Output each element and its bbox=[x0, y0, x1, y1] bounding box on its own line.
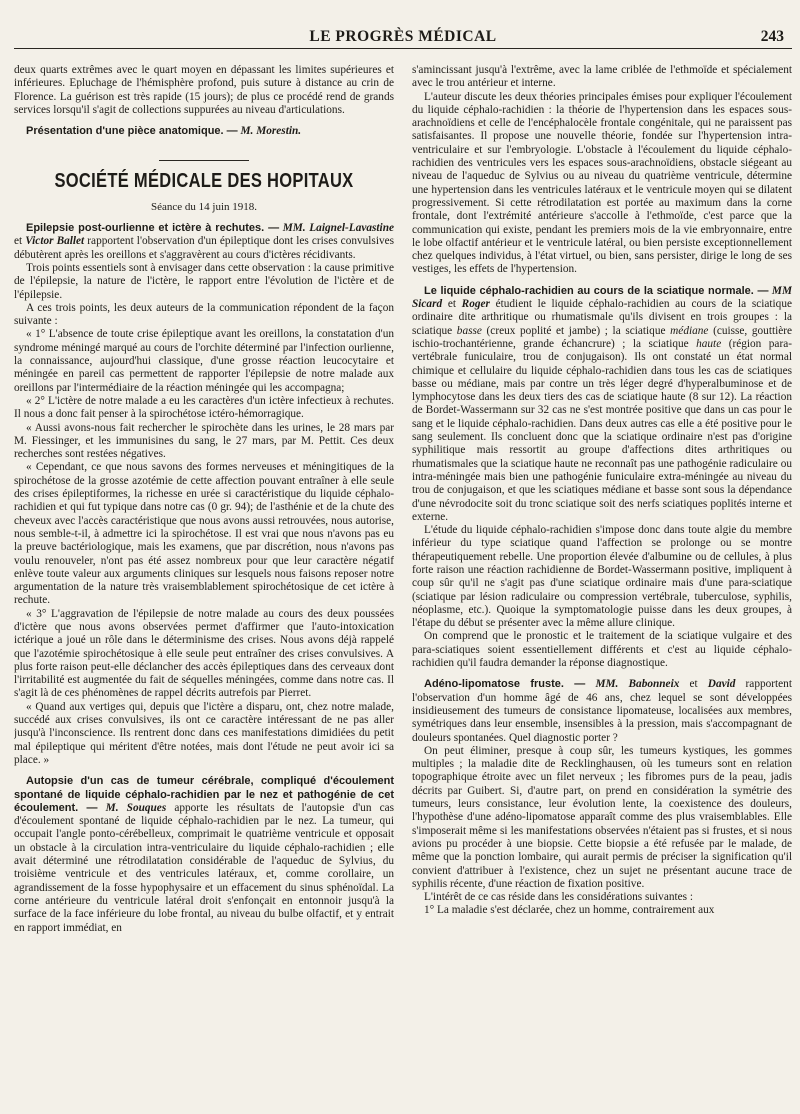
section-title: Adéno-lipomatose fruste. — bbox=[424, 678, 586, 691]
quote-paragraph: « 2° L'ictère de notre malade a eu les caractères d'un ictère infectieux à rechutes. Il nous a donc fait penser à la spirochétose ictéro-hémorragique. bbox=[14, 394, 394, 421]
paragraph: L'intérêt de ce cas réside dans les considérations suivantes : bbox=[424, 891, 693, 904]
paragraph: L'étude du liquide céphalo-rachidien s'impose donc dans toute algie du membre inférieur du type sciatique quand l'affection se prolonge ou se montre thérapeutiquement rebelle. Une proportion élevée d'albumine ou de cellules, à plus forte raison une réaction rachidienne de Bordet-Wassermann positive, impliquent à coup sûr qu'il ne s'agit pas d'une sciatique ordinaire mais d'une para-sciatique (sciatique par lésion radiculaire ou compression vertébrale, tuberculose, syphilis, néoplasme, etc.). Quoique la symptomatologie puisse dans les deux groupes, à l'étape du début se présenter avec la même allure clinique. bbox=[412, 524, 792, 630]
right-column bbox=[412, 64, 792, 1106]
author-name: Victor Ballet bbox=[25, 235, 85, 248]
paragraph: A ces trois points, les deux auteurs de la communication répondent de la façon suivante : bbox=[14, 301, 394, 328]
italic-term: basse bbox=[456, 324, 482, 337]
paragraph-text: étudient le liquide céphalo-rachidien au cours de la sciatique ordinaire dite arthritique ou rhumatismale qu'ils divisent en trois groupes : la sciatique bbox=[412, 298, 792, 337]
section-title: Le liquide céphalo-rachidien au cours de la sciatique normale. — bbox=[424, 284, 769, 297]
adenolipomatosis-abstract bbox=[412, 678, 792, 744]
article-columns bbox=[14, 64, 792, 1106]
page-number: 243 bbox=[760, 28, 784, 45]
conjunction: et bbox=[689, 678, 698, 691]
author-name: Roger bbox=[461, 298, 490, 311]
author-name: M. Morestin. bbox=[240, 125, 302, 138]
running-header bbox=[14, 0, 792, 49]
italic-term: médiane bbox=[670, 324, 709, 337]
paragraph-text: rapportent l'observation d'un homme âgé de 46 ans, chez lequel se sont développées insidieusement des tumeurs de consistance lipomateuse, localisées aux membres, symétriques dans leur ensemble, insensibles à la pression, mais s'accompagnant de douleurs spontanées. Quel diagnostic porter ? bbox=[412, 678, 792, 744]
section-divider bbox=[159, 160, 249, 161]
author-name: David bbox=[707, 678, 736, 691]
section-title: Présentation d'une pièce anatomique. — bbox=[26, 125, 238, 138]
paragraph: Trois points essentiels sont à envisager dans cette observation : la cause primitive de l'épilepsie, la nature de l'ictère, le rapport entre l'évolution de l'ictère et de l'épilepsie. bbox=[14, 261, 394, 301]
paragraph: 1° La maladie s'est déclarée, chez un homme, contrairement aux bbox=[424, 904, 715, 917]
paragraph-text: rapportent l'observation d'un épileptique dont les crises convulsives débutèrent après les oreillons et s'aggravèrent au cours d'ictères récidivants. bbox=[14, 235, 394, 261]
session-date: Séance du 14 juin 1918. bbox=[150, 200, 257, 213]
conjunction: et bbox=[14, 235, 23, 248]
paragraph-text: (région para-vertébrale funiculaire, trou de conjugaison). Ils ont constaté un état normal chimique et cellulaire du liquide céphalo-rachidien dans tous les cas de sciatiques basse ou médiane, mais par contre un très léger degré d'hyperalbuminose et de lymphocytose dans les deux tiers des cas de sciatique haute (8 sur 12). La réaction de Bordet-Wassermann sur 32 cas ne s'est montrée positive que dans un cas pour le sang et le liquide céphalo-rachidien. Dans deux autres cas elle a été positive pour le sang seulement. Ils concluent donc que la sciatique ordinaire n'est pas d'origine syphilitique mais ressortit au groupe d'affections dites arthritiques ou rhumatismales que la sciatique haute ne reconnaît pas une pathogénie radiculaire ou intra-méningée mais bien une pathogénie funiculaire extra-méningée au niveau du trou de conjugaison, et que les sciatiques médiane et basse sont sous la dépendance d'une névrodocite soit du tronc sciatique soit des nerfs sciatiques poplités interne et externe. bbox=[412, 337, 792, 523]
autopsy-abstract bbox=[14, 775, 394, 935]
presentation-heading bbox=[14, 125, 394, 138]
author-name: MM Sicard bbox=[412, 284, 792, 311]
paragraph-text: apporte les résultats de l'autopsie d'un cas d'écoulement spontané de liquide céphalo-rachidien par le nez. La tumeur, qui occupait l'angle ponto-cérébelleux, comprimait le quatrième ventricule et opposait un obstacle à la circulation intra-ventriculaire du liquide céphalo-rachidien ; elle avait déterminé une rétrodilatation considérable de l'aqueduc de Sylvius, du troisième ventricule et des ventricules latéraux, et, comme corollaire, un agrandissement de la fosse hypophysaire et un effacement du sinus sphénoïdal. La corne antérieure du ventricule latéral droit s'enfonçait en entonnoir jusqu'à la surface de la face inférieure du lobe frontal, au niveau du bulbe olfactif, et y entrait en rapport immédiat, en bbox=[14, 801, 394, 934]
quote-paragraph: « Quand aux vertiges qui, depuis que l'ictère a disparu, ont, chez notre malade, succédé aux crises convulsives, ils ont ce caractère intéressant de ne pas aller jusqu'à l'inconscience. Ils rentrent donc dans ces manifestations dimidiées du petit mal épileptique qui méritent d'être notées, mais dont l'étude ne peut avoir ici sa place. » bbox=[14, 700, 394, 766]
paragraph: deux quarts extrêmes avec le quart moyen en dépassant les limites supérieures et inférieures. Epluchage de l'hémisphère profond, puis suture à distance au crin de Florence. La guérison est très rapide (15 jours); de plus ce procédé rend de grands services lorsqu'il s'agit de collections suppurées au niveau d'articulations. bbox=[14, 64, 394, 116]
left-column bbox=[14, 64, 394, 1106]
section-title: Autopsie d'un cas de tumeur cérébrale, compliqué d'écoulement spontané de liquide céphalo-rachidien par le nez et pathogénie de cet écoulement. — bbox=[14, 775, 394, 814]
quote-paragraph: « Cependant, ce que nous savons des formes nerveuses et méningitiques de la spirochétose de la grosse azotémie de cette affection pouvant entraîner à elle seule des crises épileptiformes, la richesse en urée si caractéristique du liquide céphalo-rachidien et qui fut typique dans notre cas (0 gr. 94); de l'asthénie et de la chute des cheveux avec l'accès caractéristique que nous avons aussi retrouvées, nous autorise, nous semble-t-il, à admettre ici la spirochétose. Il est vrai que nous n'avons pas eu la preuve bactériologique, mais les examens, que par discrétion, nous n'avons pas voulu renouveler, n'ont pas été assez nombreux pour que leur caractère négatif enlève toute valeur aux arguments cliniques sur lesquels nous faisons reposer notre argumentation de la nature très vraisemblablement spirochétosique de cet ictère à rechute. bbox=[14, 461, 394, 607]
paragraph: On comprend que le pronostic et le traitement de la sciatique vulgaire et des para-sciatiques soient essentiellement différents et c'est au liquide céphalo-rachidien qu'il faudra demander la réponse diagnostique. bbox=[412, 630, 792, 670]
paragraph-text: (creux poplité et jambe) ; la sciatique bbox=[486, 324, 666, 337]
paragraph: s'amincissant jusqu'à l'extrême, avec la lame criblée de l'ethmoïde et spécialement avec le trou antérieur et interne. bbox=[412, 64, 792, 90]
section-title: Epilepsie post-ourlienne et ictère à rechutes. — bbox=[26, 222, 280, 235]
conjunction: et bbox=[447, 298, 456, 311]
italic-term: haute bbox=[696, 337, 722, 350]
author-name: MM. Laignel-Lavastine bbox=[282, 222, 394, 235]
paragraph: On peut éliminer, presque à coup sûr, les tumeurs kystiques, les gommes multiples ; la maladie dite de Recklinghausen, où les tumeurs sont en relation topographique étroite avec un filet nerveux ; les fibromes purs de la peau, jadis décrits par Guibert. Si, d'autre part, on prend en considération la symétrie des tumeurs, leurs consistance, leur évolution lente, la coexistence des douleurs, l'hypothèse d'une adéno-lipomatose apparaît comme des plus vraisemblables. Elle s'imposerait même si les manifestations observées n'étaient pas si frustes, et si nous avions pu procéder à une biopsie. Cette biopsie a été refusée par le malade, de même que la ponction lombaire, qui aurait permis de préciser la signification qu'il convient d'attribuer à l'existence, chez un sujet ne présentant aucune trace de syphilis récente, d'une réaction de fixation positive. bbox=[412, 744, 792, 890]
author-name: MM. Babonneix bbox=[595, 678, 680, 691]
journal-title: LE PROGRÈS MÉDICAL bbox=[309, 28, 497, 45]
author-name: M. Souques bbox=[105, 801, 167, 814]
paragraph: L'auteur discute les deux théories principales émises pour expliquer l'écoulement du liquide céphalo-rachidien : la théorie de l'hypertension dans les espaces sous-arachnoïdiens et celle de l'encéphalocèle frontale congénitale, qui ne paraissent pas satisfaisantes. Il propose une nouvelle théorie, fondée sur l'hypertension intra-ventriculaire et sur l'embryologie. L'obstacle à l'écoulement du liquide céphalo-rachidien des ventricules vers les espaces sous-arachnoïdiens, obstacle siégeant au niveau de l'aqueduc de Sylvius ou au niveau du quatrième ventricule, détermine une hypertension dans les ventricules latéraux et le ventricule moyen qui se dilatent progressivement. Si cette rétrodilatation est portée au maximum dans la corne frontale, dont l'extrémité antérieure s'accolle à l'ethmoïde, c'est parce que la communication qui existe, pendant les premiers mois de la vie embryonnaire, entre le lobe olfactif antérieur et le ventricule latéral, ou bien persiste exceptionnellement chez quelques individus, à l'état virtuel, ou bien, sans persister, dirige le long de ses vestiges, les effets de l'hypertension. bbox=[412, 90, 792, 276]
epilepsy-abstract bbox=[14, 222, 394, 262]
quote-paragraph: « 1° L'absence de toute crise épileptique avant les oreillons, la constatation d'un syndrome méningé marqué au cours de l'orchite déterminé par l'infection ourlienne, la connaissance, aujourd'hui classique, d'une grosse réaction leucocytaire et méningée en pareil cas permettent de rapporter l'épilepsie de notre malade aux oreillons par l'intermédiaire de la réaction méningée qui les accompagna; bbox=[14, 328, 394, 394]
quote-paragraph: « Aussi avons-nous fait rechercher le spirochète dans les urines, le 28 mars par M. Fiessinger, et les immunisines du sang, le 27 mars, par M. Pettit. Ces deux recherches sont restées négatives. bbox=[14, 421, 394, 461]
paragraph-text: (cuisse, gouttière ischio-trochantérienne, grande échancrure) ; la sciatique bbox=[412, 324, 792, 350]
quote-paragraph: « 3° L'aggravation de l'épilepsie de notre malade au cours des deux poussées d'ictère que nous avons observées permet d'affirmer que l'auto-intoxication ictérique a joué un rôle dans le déterminisme des crises. Nous avons déjà rappelé que l'azotémie spirochétosique à elle seule peut entraîner des crises convulsives. A plus forte raison peut-elle déclancher des accès épileptiques dans des cerveaux dont l'irritabilité est augmentée du fait de séquelles méningées, comme dans notre cas. Il s'agit là de ces phénomènes de rappel décrits autrefois par Pierret. bbox=[14, 607, 394, 700]
society-heading: SOCIÉTÉ MÉDICALE DES HOPITAUX bbox=[54, 170, 354, 193]
csf-abstract bbox=[412, 285, 792, 524]
